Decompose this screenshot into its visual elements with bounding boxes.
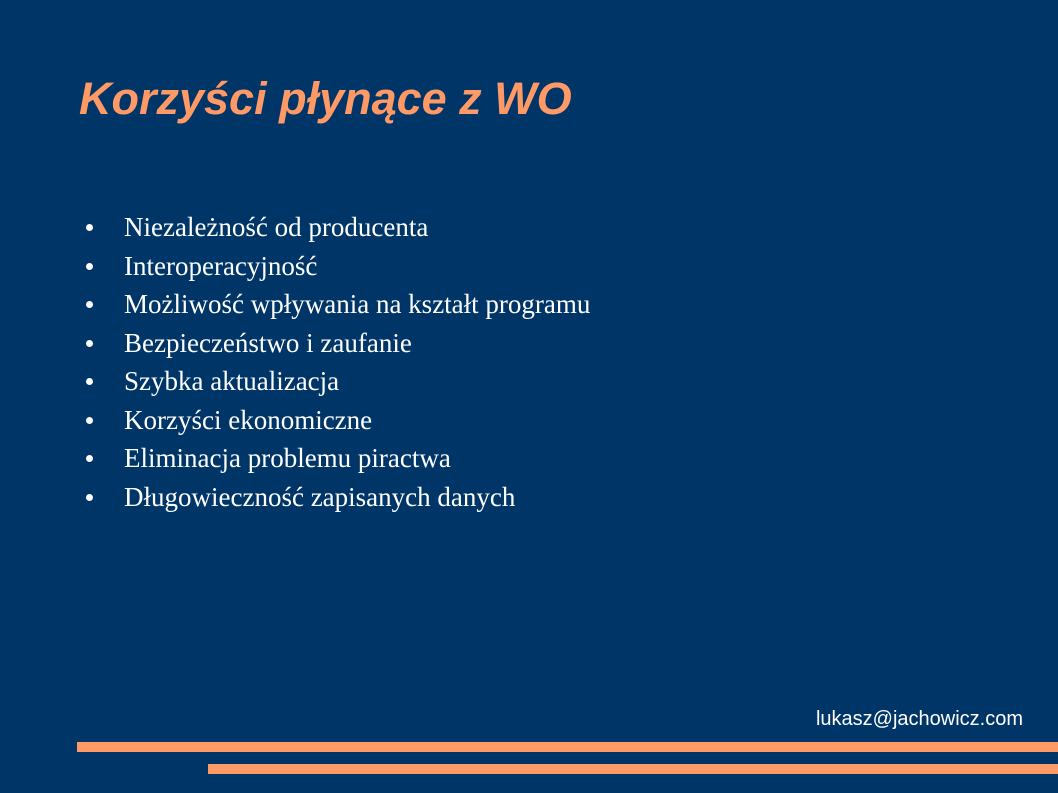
footer-email: lukasz@jachowicz.com: [815, 708, 1023, 730]
bullet-dot-icon: [86, 224, 93, 231]
bullet-dot-icon: [86, 378, 93, 385]
bullet-dot-icon: [86, 340, 93, 347]
slide-title: Korzyści płynące z WO: [79, 73, 572, 124]
bullet-text: Eliminacja problemu piractwa: [124, 443, 451, 473]
bullet-text: Niezależność od producenta: [124, 212, 429, 242]
bullet-text: Długowieczność zapisanych danych: [124, 481, 516, 512]
bullet-text: Szybka aktualizacja: [124, 366, 340, 396]
bullet-dot-icon: [86, 301, 93, 308]
bullet-text: Korzyści ekonomiczne: [124, 404, 373, 435]
bullet-text: Bezpieczeństwo i zaufanie: [124, 327, 412, 358]
bullet-dot-icon: [86, 494, 93, 501]
accent-bar-lower: [208, 764, 1058, 774]
bullet-text: Możliwość wpływania na kształt programu: [124, 289, 591, 319]
accent-bar-upper: [77, 742, 1058, 752]
bullet-dot-icon: [86, 455, 93, 462]
bullet-text: Interoperacyjność: [124, 250, 318, 281]
bullet-dot-icon: [86, 417, 93, 424]
bullet-dot-icon: [86, 263, 93, 270]
